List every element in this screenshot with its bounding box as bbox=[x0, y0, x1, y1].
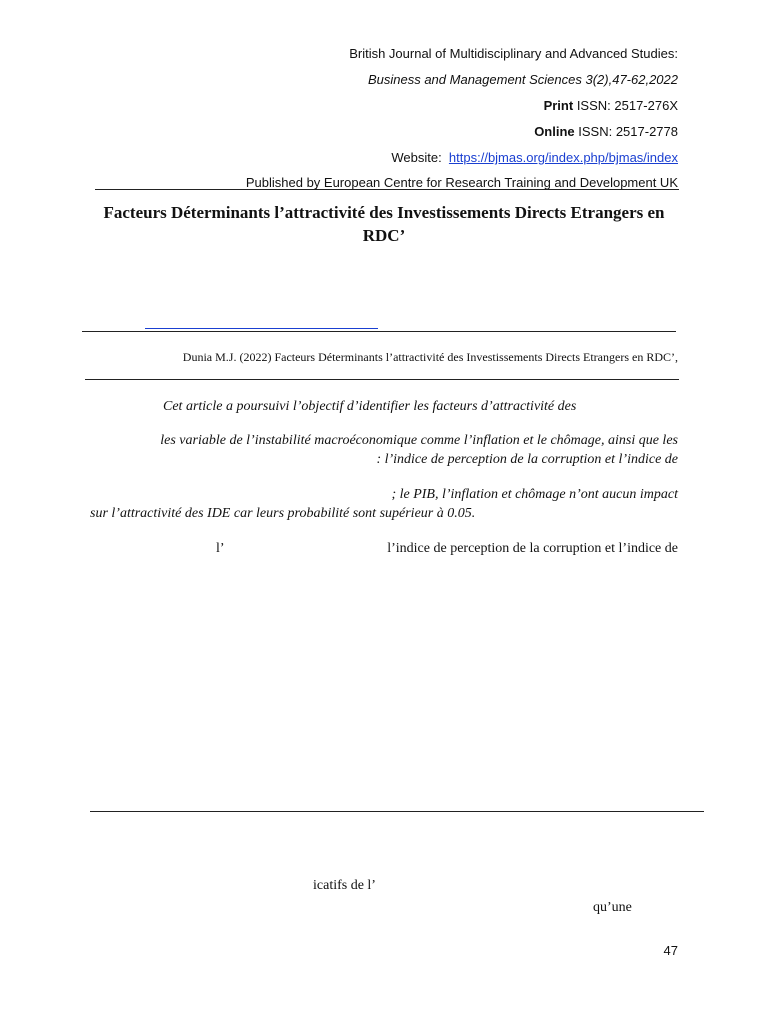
abstract-line-3: : l’indice de perception de la corruption et l’indice de bbox=[376, 452, 678, 467]
abstract-line-2: les variable de l’instabilité macroéconomique comme l’inflation et le chômage, ainsi que les bbox=[160, 433, 678, 448]
online-label: Online bbox=[534, 124, 575, 139]
body-fragment-2: l’indice de perception de la corruption et l’indice de bbox=[387, 541, 678, 556]
page-number: 47 bbox=[663, 943, 678, 958]
publisher-line: Published by European Centre for Research Training and Development UK bbox=[245, 175, 678, 190]
citation-text: Dunia M.J. (2022) Facteurs Déterminants l’attractivité des Investissements Directs Etrangers en RDC’, bbox=[182, 350, 678, 364]
body-fragment-4: qu’une bbox=[593, 900, 632, 915]
article-title bbox=[0, 202, 768, 247]
journal-name: British Journal of Multidisciplinary and Advanced Studies: bbox=[349, 46, 678, 61]
website-link[interactable]: https://bjmas.org/index.php/bjmas/index bbox=[448, 150, 678, 165]
online-issn bbox=[534, 124, 678, 140]
footnote-rule bbox=[90, 811, 704, 812]
article-title-line1: Facteurs Déterminants l’attractivité des Investissements Directs Etrangers en bbox=[103, 203, 665, 222]
abstract-line-5: sur l’attractivité des IDE car leurs probabilité sont supérieur à 0.05. bbox=[90, 506, 476, 521]
website-label: Website: bbox=[391, 150, 442, 165]
print-label: Print bbox=[543, 98, 574, 113]
body-fragment-3: icatifs de l’ bbox=[313, 878, 376, 893]
citation-rule bbox=[85, 379, 679, 380]
abstract-line-4: ; le PIB, l’inflation et chômage n’ont aucun impact bbox=[391, 487, 678, 502]
author-link-underline bbox=[145, 328, 378, 329]
author-rule bbox=[82, 331, 676, 332]
website-line bbox=[391, 150, 678, 166]
print-issn bbox=[544, 98, 678, 114]
online-issn-value: ISSN: 2517-2778 bbox=[574, 124, 678, 139]
abstract-line-1: Cet article a poursuivi l’objectif d’identifier les facteurs d’attractivité des bbox=[163, 399, 577, 414]
body-fragment-1: l’ bbox=[216, 541, 225, 556]
article-title-line2: RDC’ bbox=[362, 226, 406, 245]
print-issn-value: ISSN: 2517-276X bbox=[573, 98, 678, 113]
journal-series: Business and Management Sciences 3(2),47-62,2022 bbox=[367, 72, 678, 87]
header-rule bbox=[95, 189, 679, 190]
